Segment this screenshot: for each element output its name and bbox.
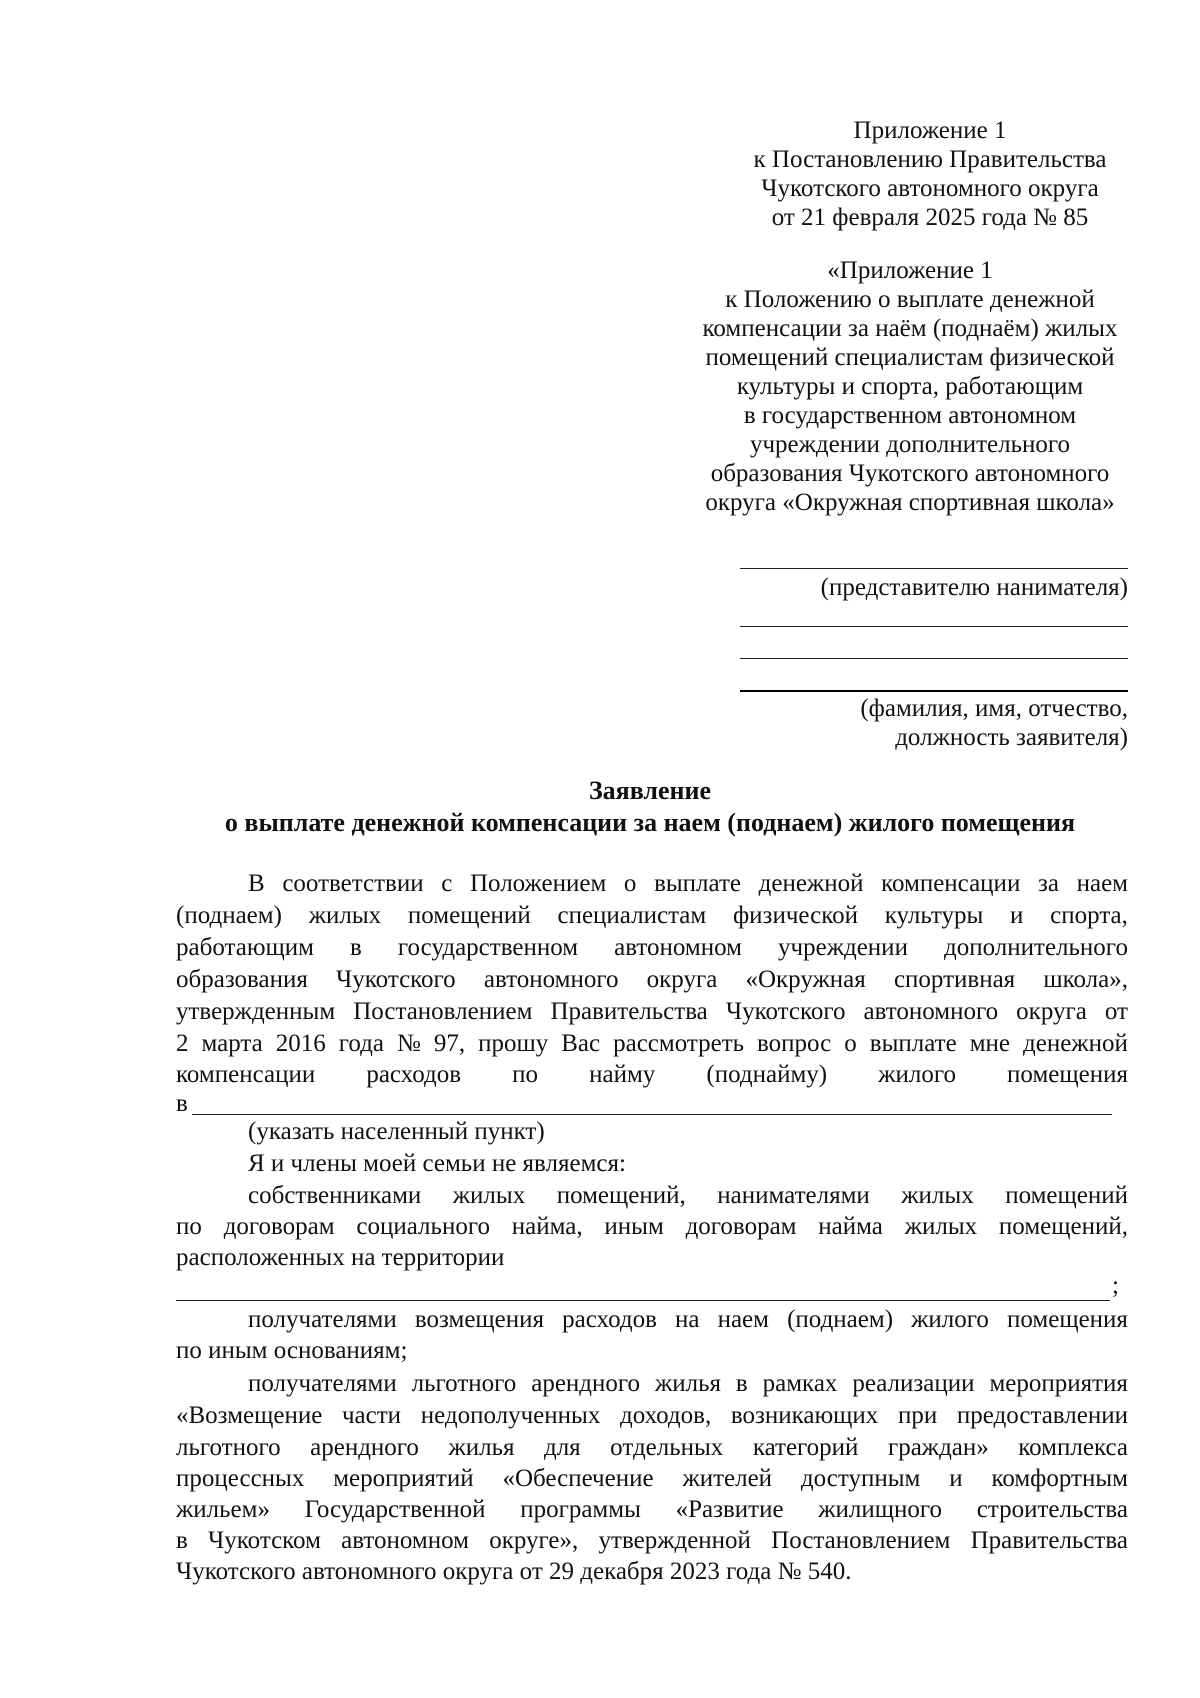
word: утвержденной: [598, 1527, 751, 1554]
word: иным: [604, 1213, 664, 1240]
territory-field-line[interactable]: [176, 1300, 1110, 1301]
word: договорам: [223, 1213, 335, 1240]
body-line: [176, 934, 1128, 962]
word: Чукотском: [208, 1527, 321, 1554]
settlement-hint: (указать населенный пункт): [248, 1118, 545, 1145]
word: округа: [646, 966, 718, 993]
word: денежной: [758, 870, 864, 897]
word: рамках: [762, 1370, 838, 1397]
body-line: [176, 1496, 1128, 1524]
appendix-2-line: округа «Окружная спортивная школа»: [705, 489, 1115, 516]
word: культуры: [884, 902, 984, 929]
appendix-1-line: от 21 февраля 2025 года № 85: [771, 204, 1089, 231]
appendix-2-line: к Положению о выплате денежной: [725, 286, 1095, 313]
word: жилых: [901, 1182, 974, 1209]
word: 97,: [433, 1030, 466, 1057]
word: граждан»: [887, 1434, 989, 1461]
appendix-1-line: к Постановлению Правительства: [753, 146, 1107, 173]
word: по: [512, 1061, 539, 1088]
word: помещений: [1005, 1182, 1128, 1209]
word: прошу: [478, 1030, 549, 1057]
word: Правительства: [970, 1527, 1128, 1554]
body-line: [176, 998, 1128, 1026]
body-line: [176, 1434, 1128, 1462]
document-subtitle: о выплате денежной компенсации за наем (поднаем) жилого помещения: [224, 808, 1076, 837]
word: выплате: [869, 1030, 957, 1057]
word: при: [897, 1402, 938, 1429]
word: строительства: [976, 1496, 1128, 1523]
word: Государственной: [304, 1496, 486, 1523]
word: найма,: [511, 1213, 583, 1240]
body-line: по иным основаниям;: [176, 1337, 408, 1364]
word: наем: [717, 1306, 769, 1333]
word: доходов,: [620, 1402, 712, 1429]
word: предоставлении: [956, 1402, 1128, 1429]
body-line: Чукотского автономного округа от 29 декабря 2023 года № 540.: [176, 1558, 852, 1585]
word: рассмотреть: [613, 1030, 745, 1057]
body-line: [176, 1061, 1128, 1089]
word: помещения: [1007, 1061, 1128, 1088]
word: о: [844, 1030, 857, 1057]
word: жильем»: [176, 1496, 270, 1523]
word: комфортным: [991, 1465, 1128, 1492]
word: автономном: [614, 934, 742, 961]
word: Вас: [561, 1030, 601, 1057]
family-statement: Я и члены моей семьи не являемся:: [248, 1150, 626, 1177]
settlement-prefix: в: [176, 1090, 188, 1117]
word: льготного: [411, 1370, 517, 1397]
body-line: [176, 1030, 1128, 1058]
body-line: [176, 966, 1128, 994]
body-line: [176, 902, 1128, 930]
word: жилья: [654, 1370, 721, 1397]
word: работающим: [176, 934, 314, 961]
word: «Возмещение: [176, 1402, 323, 1429]
body-line: [176, 1465, 1128, 1493]
appendix-2-line: учреждении дополнительного: [749, 431, 1071, 458]
appendix-1-block: [735, 116, 1125, 232]
word: получателями: [248, 1306, 397, 1333]
word: от: [1104, 998, 1128, 1025]
word: процессных: [176, 1465, 305, 1492]
word: наем: [1076, 870, 1128, 897]
word: доступным: [800, 1465, 921, 1492]
word: дополнительного: [944, 934, 1128, 961]
appendix-2-line: в государственном автономном: [743, 402, 1077, 429]
body-line: расположенных на территории: [176, 1244, 505, 1271]
word: утвержденным: [176, 998, 336, 1025]
word: социального: [356, 1213, 490, 1240]
word: категорий: [752, 1434, 859, 1461]
word: года: [338, 1030, 384, 1057]
applicant-field-line-2: [740, 658, 1128, 659]
word: в: [735, 1370, 748, 1397]
appendix-1-line: Приложение 1: [853, 117, 1007, 144]
word: по: [176, 1213, 202, 1240]
word: денежной: [1023, 1030, 1128, 1057]
word: мероприятия: [989, 1370, 1128, 1397]
word: автономного: [863, 998, 999, 1025]
word: о: [623, 870, 637, 897]
appendix-2-line: компенсации за наём (поднаём) жилых: [702, 315, 1118, 342]
word: учреждении: [778, 934, 908, 961]
word: мероприятий: [333, 1465, 474, 1492]
word: (поднайму): [706, 1061, 828, 1088]
word: реализации: [852, 1370, 975, 1397]
appendix-2-line: «Приложение 1: [827, 257, 993, 284]
word: льготного: [176, 1434, 281, 1461]
word: комплекса: [1018, 1434, 1128, 1461]
word: договорам: [685, 1213, 797, 1240]
representative-label: (представителю нанимателя): [820, 574, 1128, 601]
word: и: [949, 1465, 963, 1492]
word: вопрос: [757, 1030, 832, 1057]
word: №: [396, 1030, 421, 1057]
word: недополученных: [420, 1402, 601, 1429]
word: арендного: [531, 1370, 641, 1397]
word: округа: [1016, 998, 1087, 1025]
word: программы: [520, 1496, 641, 1523]
word: с: [441, 870, 453, 897]
word: автономном: [341, 1527, 469, 1554]
word: расходов: [562, 1306, 657, 1333]
appendix-2-line: образования Чукотского автономного: [710, 460, 1110, 487]
word: Чукотского: [336, 966, 456, 993]
word: за: [1037, 870, 1059, 897]
word: Правительства: [550, 998, 708, 1025]
word: в: [350, 934, 362, 961]
word: возмещения: [414, 1306, 545, 1333]
word: на: [674, 1306, 700, 1333]
word: компенсации: [176, 1061, 316, 1088]
word: нанимателями: [717, 1182, 870, 1209]
word: (поднаем): [787, 1306, 894, 1333]
word: специалистам: [557, 902, 707, 929]
word: физической: [732, 902, 858, 929]
word: помещений,: [998, 1213, 1128, 1240]
body-line: [176, 1213, 1128, 1241]
applicant-label-line: (фамилия, имя, отчество,: [860, 695, 1128, 722]
word: в: [176, 1527, 188, 1554]
word: «Развитие: [675, 1496, 784, 1523]
word: найма: [818, 1213, 883, 1240]
word: получателями: [248, 1370, 397, 1397]
word: «Окружная: [745, 966, 866, 993]
word: расходов: [366, 1061, 462, 1088]
word: возникающих: [730, 1402, 879, 1429]
body-line: [248, 1370, 1128, 1398]
body-line: [176, 1527, 1128, 1555]
word: арендного: [310, 1434, 419, 1461]
word: государственном: [397, 934, 579, 961]
body-line: [248, 870, 1128, 898]
document-title: Заявление: [588, 776, 712, 805]
word: Постановлением: [771, 1527, 951, 1554]
word: автономного: [483, 966, 619, 993]
territory-end: ;: [1112, 1272, 1119, 1299]
word: марта: [201, 1030, 263, 1057]
applicant-label-line: должность заявителя): [895, 724, 1128, 751]
appendix-2-line: помещений специалистам физической: [705, 344, 1115, 371]
settlement-field-line[interactable]: [192, 1114, 1112, 1115]
word: «Обеспечение: [502, 1465, 654, 1492]
applicant-field-line-3: [740, 690, 1128, 692]
appendix-2-line: культуры и спорта, работающим: [736, 373, 1084, 400]
body-line: [248, 1306, 1128, 1334]
word: округе»,: [489, 1527, 579, 1554]
word: для: [543, 1434, 581, 1461]
word: компенсации: [881, 870, 1021, 897]
applicant-field-line-1: [740, 626, 1128, 627]
word: соответствии: [282, 870, 424, 897]
word: части: [341, 1402, 402, 1429]
word: жилищного: [818, 1496, 943, 1523]
word: жилья: [448, 1434, 515, 1461]
representative-field-line: [740, 568, 1128, 569]
word: жилого: [911, 1306, 989, 1333]
word: 2016: [275, 1030, 326, 1057]
word: Постановлением: [353, 998, 533, 1025]
body-line: [176, 1402, 1128, 1430]
word: выплате: [654, 870, 741, 897]
body-line: [248, 1182, 1128, 1210]
word: В: [248, 870, 265, 897]
word: жилого: [878, 1061, 956, 1088]
word: помещений: [407, 902, 531, 929]
word: образования: [176, 966, 308, 993]
word: помещения: [1007, 1306, 1128, 1333]
word: жилых: [452, 1182, 526, 1209]
word: (поднаем): [176, 902, 282, 929]
word: жителей: [682, 1465, 773, 1492]
word: спорта,: [1050, 902, 1128, 929]
word: отдельных: [610, 1434, 724, 1461]
word: мне: [969, 1030, 1011, 1057]
word: жилых: [308, 902, 382, 929]
word: школа»,: [1043, 966, 1128, 993]
word: спортивная: [893, 966, 1016, 993]
word: Положением: [469, 870, 607, 897]
word: 2: [176, 1030, 189, 1057]
word: собственниками: [248, 1182, 422, 1209]
word: и: [1010, 902, 1024, 929]
word: помещений,: [556, 1182, 686, 1209]
appendix-2-block: [690, 256, 1130, 517]
appendix-1-line: Чукотского автономного округа: [761, 175, 1099, 202]
word: найму: [589, 1061, 656, 1088]
word: Чукотского: [725, 998, 846, 1025]
word: жилых: [904, 1213, 978, 1240]
applicant-label: [740, 694, 1128, 752]
